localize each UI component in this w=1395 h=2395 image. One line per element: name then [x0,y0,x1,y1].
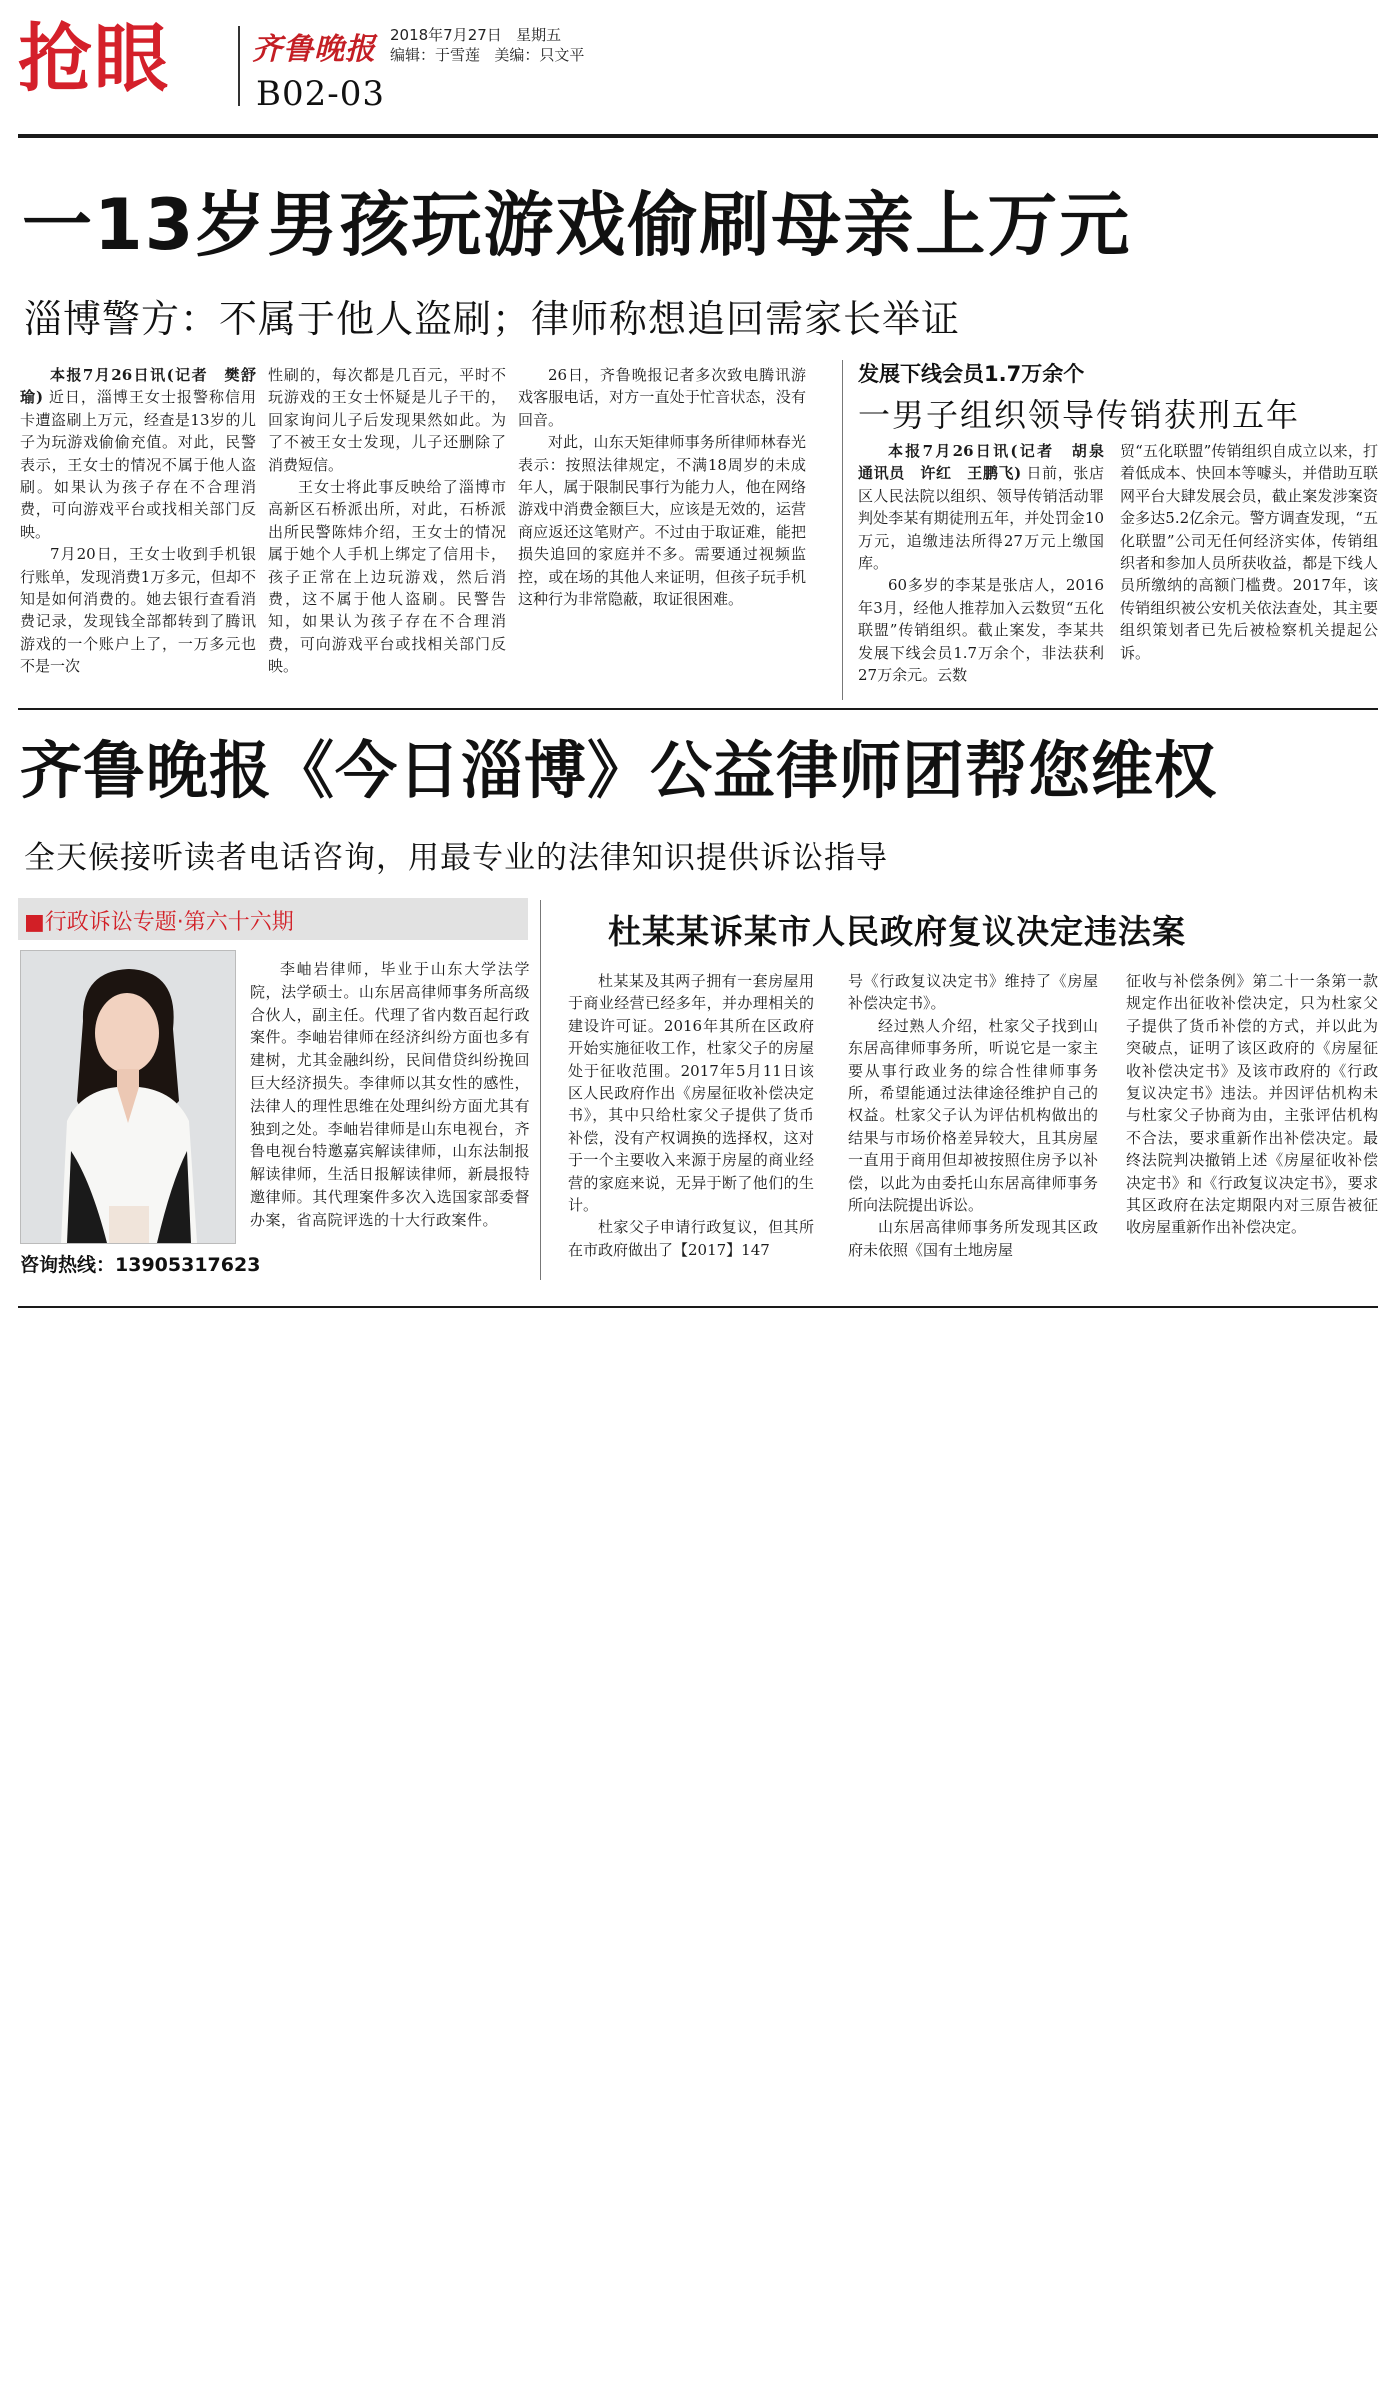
designer-text: 美编：只文平 [494,46,585,64]
topic-tag: ■行政诉讼专题·第六十六期 [24,910,294,935]
story2-paragraph: 60多岁的李某是张店人，2016年3月，经他人推荐加入云数贸“五化联盟”传销组织。截止案发，李某共发展下线会员1.7万余个，非法获利27万余元。云数 [858,576,1104,685]
case-paragraph: 杜某某及其两子拥有一套房屋用于商业经营已经多年，并办理相关的建设许可证。2016年其所在区政府开始实施征收工作，杜家父子的房屋处于征收范围。2017年5月11日该区人民政府作出《房屋征收补偿决定书》，其中只给杜家父子提供了货币补偿，没有产权调换的选择权，这对于一个主要收入来源于房屋的商业经营的家庭来说，无异于断了他们的生计。 [568,972,814,1215]
bottom-rule [18,1306,1378,1308]
story2-column-1 [858,440,1120,686]
story1-column-1 [20,364,256,678]
feature-headline: 齐鲁晚报《今日淄博》公益律师团帮您维权 [20,734,1218,807]
case-title: 杜某某诉某市人民政府复议决定违法案 [608,912,1186,951]
story2-kicker: 发展下线会员1.7万余个 [858,362,1085,386]
case-paragraph: 山东居高律师事务所发现其区政府未依照《国有土地房屋 [848,1218,1098,1259]
story2-paragraph: 贸“五化联盟”传销组织自成立以来，打着低成本、快回本等噱头，并借助互联网平台大肆发展会员，截止案发涉案资金多达5.2亿余元。警方调查发现，“五化联盟”公司无任何经济实体，传销组织者和参加人员所获收益，都是下线人员所缴纳的高额门槛费。2017年，该传销组织被公安机关依法查处，其主要组织策划者已先后被检察机关提起公诉。 [1120,442,1378,662]
case-column-1 [568,970,814,1261]
story1-paragraph: 7月20日，王女士收到手机银行账单，发现消费1万多元，但却不知是如何消费的。她去银行查看消费记录，发现钱全部都转到了腾讯游戏的一个账户上了，一万多元也不是一次 [20,545,256,676]
case-paragraph: 经过熟人介绍，杜家父子找到山东居高律师事务所，听说它是一家主要从事行政业务的综合性律师事务所，希望能通过法律途径维护自己的权益。杜家父子认为评估机构做出的结果与市场价格差异较大，且其房屋一直用于商用但却被按照住房予以补偿，以此为由委托山东居高律师事务所向法院提出诉讼。 [848,1016,1098,1215]
bio-paragraph: 李岫岩律师，毕业于山东大学法学院，法学硕士。山东居高律师事务所高级合伙人，副主任。代理了省内数百起行政案件。李岫岩律师在经济纠纷方面也多有建树，尤其金融纠纷，民间借贷纠纷挽回巨大经济损失。李律师以其女性的感性，法律人的理性思维在处理纠纷方面尤其有独到之处。李岫岩律师是山东电视台，齐鲁电视台特邀嘉宾解读律师，山东法制报解读律师，生活日报解读律师，新晨报特邀律师。其代理案件多次入选国家部委督办案，省高院评选的十大行政案件。 [250,960,530,1229]
story2-byline: 本报7月26日讯(记者 胡泉 通讯员 许红 王鹏飞) [858,442,1120,483]
masthead-divider [238,26,240,106]
story1-headline: 一13岁男孩玩游戏偷刷母亲上万元 [22,184,1132,266]
story2-paragraph [858,440,1120,574]
case-paragraph: 征收与补偿条例》第二十一条第一款规定作出征收补偿决定，只为杜家父子提供了货币补偿的方式，并以此为突破点，证明了该区政府的《房屋征收补偿决定书》及该市政府的《行政复议决定书》违法。并因评估机构未与杜家父子协商为由，主张评估机构不合法，要求重新作出补偿决定。最终法院判决撤销上述《房屋征收补偿决定书》和《行政复议决定书》，要求其区政府在法定期限内对三原告被征收房屋重新作出补偿决定。 [1126,972,1378,1237]
page-code: B02-03 [256,74,386,114]
story2-headline: 一男子组织领导传销获刑五年 [858,396,1301,434]
issue-date [390,24,561,45]
date-text: 2018年7月27日 [390,26,502,44]
case-paragraph: 号《行政复议决定书》维持了《房屋补偿决定书》。 [848,972,1098,1013]
case-column-2 [848,970,1098,1261]
story1-byline: 本报7月26日讯(记者 樊舒瑜) [20,366,256,407]
story1-column-3 [518,364,806,610]
hotline: 咨询热线：13905317623 [20,1254,261,1276]
editor-text: 编辑：于雪莲 [390,46,481,64]
paper-logo: 齐鲁晚报 [252,32,376,67]
story2-column-2 [1120,440,1378,664]
story1-paragraph [20,364,256,543]
story1-column-2 [268,364,506,678]
story1-paragraph: 王女士将此事反映给了淄博市高新区石桥派出所，对此，石桥派出所民警陈炜介绍，王女士的情况属于她个人手机上绑定了信用卡，孩子正常在上边玩游戏，然后消费，这不属于他人盗刷。民警告知，如果认为孩子存在不合理消费，可向游戏平台或找相关部门反映。 [268,478,506,676]
feature-subhead: 全天候接听读者电话咨询，用最专业的法律知识提供诉讼指导 [24,840,888,876]
lawyer-bio [250,958,530,1232]
story1-text: 近日，淄博王女士报警称信用卡遭盗刷上万元，经查是13岁的儿子为玩游戏偷偷充值。对此，民警表示，王女士的情况不属于他人盗刷。如果认为孩子存在不合理消费，可向游戏平台或找相关部门反映。 [20,388,256,541]
case-paragraph: 杜家父子申请行政复议，但其所在市政府做出了【2017】147 [568,1218,814,1259]
story1-subhead: 淄博警方：不属于他人盗刷；律师称想追回需家长举证 [24,297,961,341]
weekday-text: 星期五 [516,26,562,44]
section-title: 抢眼 [18,16,170,102]
story1-paragraph: 26日，齐鲁晚报记者多次致电腾讯游戏客服电话，对方一直处于忙音状态，没有回音。 [518,366,806,429]
story-divider-rule [18,708,1378,710]
case-column-3 [1126,970,1378,1239]
lawyer-photo [20,950,236,1244]
story2-text: 日前，张店区人民法院以组织、领导传销活动罪判处李某有期徒刑五年，并处罚金10万元，追缴违法所得27万元上缴国库。 [858,464,1104,573]
masthead-rule [18,134,1378,138]
column-divider [842,360,843,700]
lawyer-portrait-illustration [21,951,235,1243]
bio-divider [540,900,541,1280]
editor-line [390,44,584,65]
story1-paragraph: 性刷的，每次都是几百元，平时不玩游戏的王女士怀疑是儿子干的，回家询问儿子后发现果然如此。为了不被王女士发现，儿子还删除了消费短信。 [268,366,506,474]
story1-paragraph: 对此，山东天矩律师事务所律师林春光表示：按照法律规定，不满18周岁的未成年人，属于限制民事行为能力人，他在网络游戏中消费金额巨大，应该是无效的，运营商应返还这笔财产。不过由于取证难，能把损失追回的家庭并不多。需要通过视频监控，或在场的其他人来证明，但孩子玩手机这种行为非常隐蔽，取证很困难。 [518,433,806,609]
